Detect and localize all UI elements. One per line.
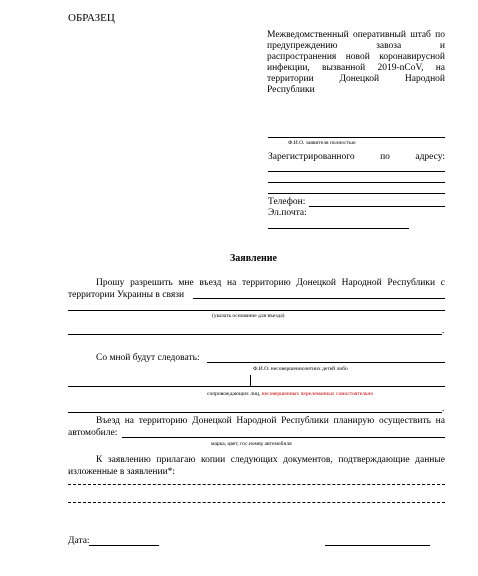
companions-caption-2-text: сопровождающих лиц, — [207, 391, 261, 397]
email-field[interactable] — [268, 228, 409, 229]
reason-end-dot: . — [442, 326, 445, 336]
address-field-3[interactable] — [268, 193, 445, 194]
reason-field-3[interactable] — [68, 334, 442, 335]
attachments-line-2: изложенные в заявлении*: — [68, 467, 176, 477]
reason-field-1[interactable] — [193, 298, 445, 299]
companions-caption-2-red: несовершенных переломанных самостоятельно — [260, 391, 374, 397]
addressee-line: Республики — [267, 85, 315, 95]
signature-field[interactable] — [325, 545, 430, 546]
phone-field[interactable] — [309, 206, 445, 207]
addressee-line: предупреждению завоза и — [267, 41, 445, 51]
companions-end-dot: . — [442, 404, 445, 414]
attachment-field-2[interactable] — [68, 502, 445, 503]
attachment-field-1[interactable] — [68, 484, 445, 485]
date-label: Дата: — [68, 536, 90, 546]
sample-stamp: ОБРАЗЕЦ — [68, 12, 115, 24]
companions-caption-1: Ф.И.О. несовершеннолетних детей либо — [253, 366, 348, 372]
reason-field-2[interactable] — [68, 310, 445, 311]
vehicle-caption: марка, цвет, гос.номер автомобиля — [211, 441, 292, 447]
companions-caption-2 — [207, 391, 373, 397]
date-field[interactable] — [89, 545, 159, 546]
vehicle-field[interactable] — [122, 437, 445, 438]
request-line-2: территории Украины в связи — [68, 290, 185, 300]
addressee-line: инфекции, вызванной 2019-nCoV, на — [267, 63, 445, 73]
vehicle-line-1: Въезд на территорию Донецкой Народной Республики планирую осуществить на — [96, 416, 445, 426]
addressee-line: распространения новой коронавирусной — [267, 52, 445, 62]
document-title: Заявление — [230, 253, 277, 264]
applicant-name-caption: Ф.И.О. заявителя полностью — [288, 140, 356, 146]
reason-caption: (указать основание для въезда) — [212, 313, 285, 319]
registered-address-label: Зарегистрированного по адресу: — [268, 152, 445, 162]
companions-field-3[interactable] — [68, 412, 442, 413]
addressee-line: территории Донецкой Народной — [267, 74, 445, 84]
applicant-name-field[interactable] — [268, 137, 445, 138]
address-field-1[interactable] — [268, 171, 445, 172]
addressee-block — [267, 30, 445, 96]
text-cursor — [250, 375, 251, 387]
phone-label: Телефон: — [268, 197, 306, 207]
companions-label: Со мной будут следовать: — [96, 353, 200, 363]
address-field-2[interactable] — [268, 182, 445, 183]
attachments-line-1: К заявлению прилагаю копии следующих документов, подтверждающие данные — [96, 455, 445, 465]
companions-field-1[interactable] — [207, 362, 445, 363]
companions-field-2[interactable] — [68, 386, 445, 387]
vehicle-line-2: автомобиле: — [68, 428, 118, 438]
email-label: Эл.почта: — [268, 208, 307, 218]
addressee-line: Межведомственный оперативный штаб по — [267, 30, 445, 40]
request-line-1: Прошу разрешить мне въезд на территорию Донецкой Народной Республики с — [96, 278, 445, 288]
